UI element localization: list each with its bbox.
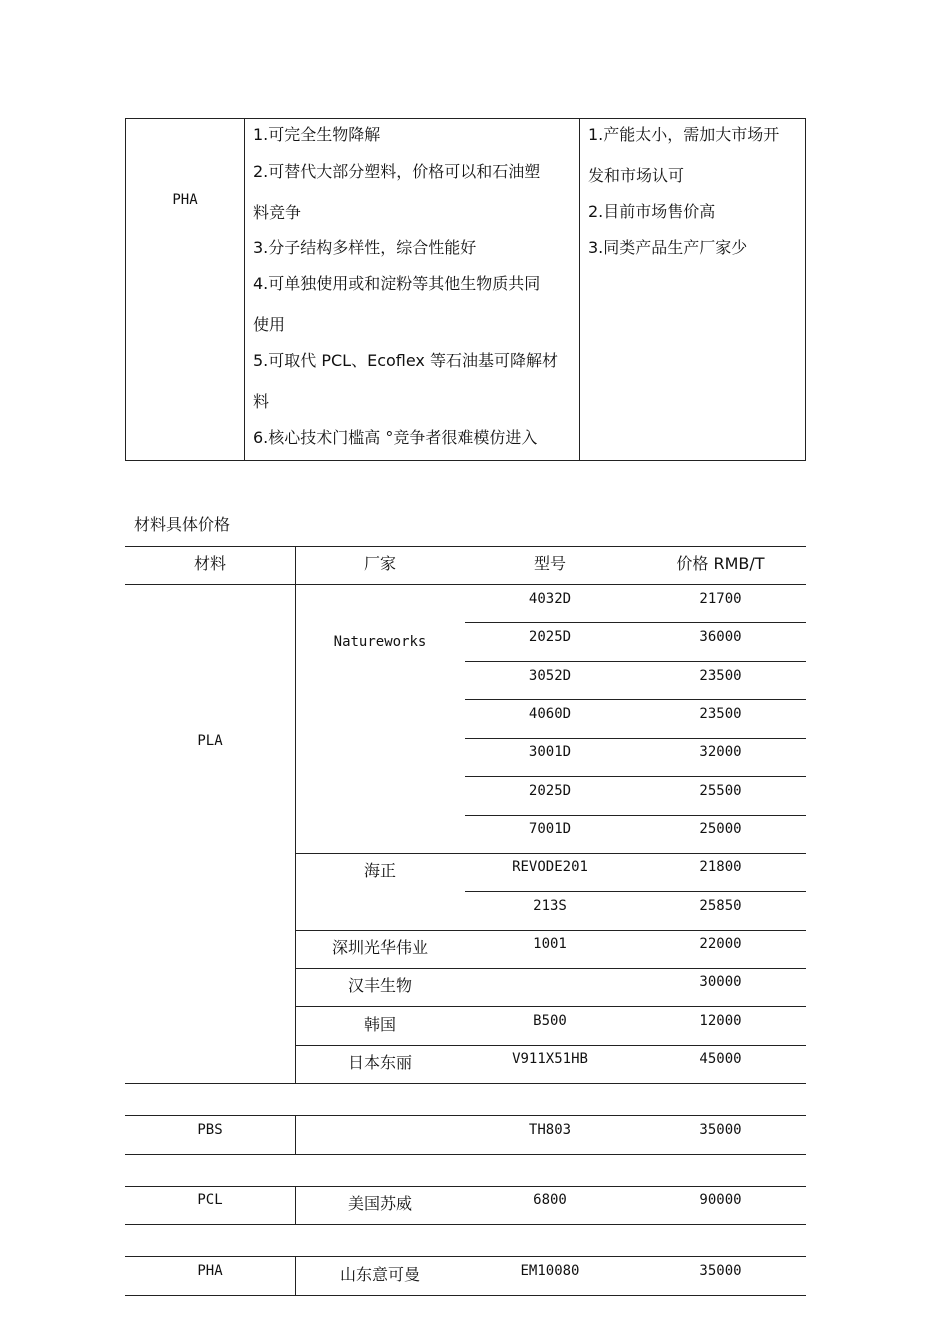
material-pha: PHA	[197, 1263, 223, 1279]
model-cell: 213S	[533, 898, 567, 914]
model-cell: 4032D	[528, 591, 572, 607]
model-cell: B500	[533, 1013, 567, 1029]
maker-haizheng: 海正	[363, 861, 396, 880]
price-cell: 35000	[699, 1263, 742, 1279]
price-cell: 32000	[699, 744, 742, 760]
table-rule	[295, 1006, 806, 1007]
model-cell: 6800	[533, 1192, 567, 1208]
table-rule	[295, 1045, 806, 1046]
advantage-line: 使用	[253, 315, 286, 334]
advantage-line: 6.核心技术门槛高 °竞争者很难模仿进入	[253, 428, 538, 447]
table-rule	[125, 1115, 806, 1116]
price-cell: 23500	[699, 706, 742, 722]
disadvantage-line: 发和市场认可	[588, 166, 685, 185]
maker-cell: 山东意可曼	[339, 1265, 420, 1284]
table-rule	[465, 738, 806, 739]
price-cell: 12000	[699, 1013, 742, 1029]
model-cell: 2025D	[528, 783, 572, 799]
comparison-table	[125, 118, 806, 461]
advantage-line: 4.可单独使用或和淀粉等其他生物质共同	[253, 274, 541, 293]
model-cell: V911X51HB	[512, 1051, 588, 1067]
model-cell: 7001D	[528, 821, 572, 837]
header-price: 价格 RMB/T	[676, 554, 765, 573]
material-pbs: PBS	[197, 1122, 223, 1138]
table-rule	[125, 1154, 806, 1155]
advantage-line: 3.分子结构多样性，综合性能好	[253, 238, 477, 257]
header-maker: 厂家	[363, 554, 396, 573]
table-rule	[295, 930, 806, 931]
header-model: 型号	[533, 554, 566, 573]
model-cell: REVODE201	[512, 859, 588, 875]
price-cell: 36000	[699, 629, 742, 645]
maker-cell: 日本东丽	[347, 1053, 412, 1072]
table-rule	[125, 546, 806, 547]
table-column-rule	[295, 1115, 296, 1155]
price-cell: 22000	[699, 936, 742, 952]
price-cell: 25850	[699, 898, 742, 914]
table-rule	[295, 968, 806, 969]
table-rule	[465, 699, 806, 700]
column-divider	[244, 119, 245, 460]
table-rule	[125, 1224, 806, 1225]
maker-natureworks: Natureworks	[333, 634, 427, 650]
model-cell: 1001	[533, 936, 567, 952]
price-cell: 21800	[699, 859, 742, 875]
advantage-line: 2.可替代大部分塑料，价格可以和石油塑	[253, 162, 541, 181]
maker-cell: 韩国	[363, 1015, 396, 1034]
maker-cell: 汉丰生物	[347, 976, 412, 995]
model-cell: 3001D	[528, 744, 572, 760]
price-cell: 35000	[699, 1122, 742, 1138]
section-title: 材料具体价格	[134, 515, 231, 534]
table-rule	[465, 891, 806, 892]
material-pla: PLA	[197, 733, 223, 749]
disadvantage-line: 2.目前市场售价高	[588, 202, 716, 221]
price-cell: 25000	[699, 821, 742, 837]
maker-cell: 深圳光华伟业	[331, 938, 428, 957]
material-pcl: PCL	[197, 1192, 223, 1208]
header-material: 材料	[193, 554, 226, 573]
model-cell: EM10080	[520, 1263, 580, 1279]
price-cell: 25500	[699, 783, 742, 799]
model-cell: 4060D	[528, 706, 572, 722]
table-rule	[465, 815, 806, 816]
disadvantage-line: 3.同类产品生产厂家少	[588, 238, 748, 257]
price-cell: 90000	[699, 1192, 742, 1208]
maker-cell: 美国苏威	[347, 1194, 412, 1213]
table-column-rule	[295, 546, 296, 1084]
model-cell: 2025D	[528, 629, 572, 645]
table-rule	[465, 661, 806, 662]
disadvantage-line: 1.产能太小，需加大市场开	[588, 125, 780, 144]
advantage-line: 料竞争	[253, 203, 302, 222]
price-cell: 23500	[699, 668, 742, 684]
table-rule	[125, 1083, 806, 1084]
table-rule	[125, 584, 806, 585]
column-divider	[579, 119, 580, 460]
advantage-line: 料	[253, 392, 270, 411]
model-cell: 3052D	[528, 668, 572, 684]
table-rule	[295, 853, 806, 854]
model-cell: TH803	[528, 1122, 572, 1138]
price-cell: 21700	[699, 591, 742, 607]
table-rule	[465, 622, 806, 623]
table-rule	[125, 1256, 806, 1257]
table-rule	[465, 776, 806, 777]
table-rule	[125, 1295, 806, 1296]
table-rule	[125, 1186, 806, 1187]
material-name: PHA	[172, 192, 198, 208]
advantage-line: 1.可完全生物降解	[253, 125, 381, 144]
advantage-line: 5.可取代 PCL、Ecoflex 等石油基可降解材	[253, 351, 558, 370]
price-cell: 45000	[699, 1051, 742, 1067]
price-cell: 30000	[699, 974, 742, 990]
